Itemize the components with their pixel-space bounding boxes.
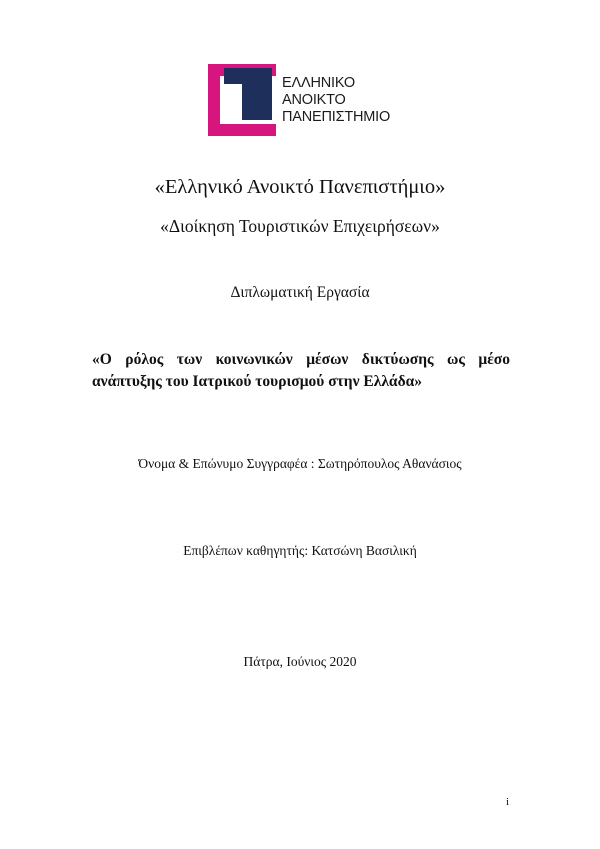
supervisor-line: Επιβλέπων καθηγητής: Κατσώνη Βασιλική: [183, 543, 417, 558]
logo-wordmark: [282, 75, 390, 126]
eap-logo-mark-icon: [206, 62, 282, 138]
logo-line-2: ΑΝΟΙΚΤΟ: [282, 92, 346, 108]
department-name: «Διοίκηση Τουριστικών Επιχειρήσεων»: [160, 216, 440, 236]
page-number: i: [506, 796, 510, 808]
university-logo: [206, 62, 396, 138]
logo-line-1: ΕΛΛΗΝΙΚΟ: [282, 75, 355, 91]
document-type: Διπλωματική Εργασία: [230, 284, 370, 301]
thesis-title: [92, 349, 510, 393]
logo-line-3: ΠΑΝΕΠΙΣΤΗΜΙΟ: [282, 109, 391, 125]
author-line: Όνομα & Επώνυμο Συγγραφέα : Σωτηρόπουλος Αθανάσιος: [138, 456, 462, 471]
university-name: «Ελληνικό Ανοικτό Πανεπιστήμιο»: [154, 176, 446, 198]
thesis-title-line-1: «Ο ρόλος των κοινωνικών μέσων δικτύωσης ως μέσο: [92, 351, 510, 368]
thesis-title-line-2: ανάπτυξης του Ιατρικού τουρισμού στην Ελλάδα»: [92, 373, 423, 390]
place-date: Πάτρα, Ιούνιος 2020: [243, 654, 357, 669]
